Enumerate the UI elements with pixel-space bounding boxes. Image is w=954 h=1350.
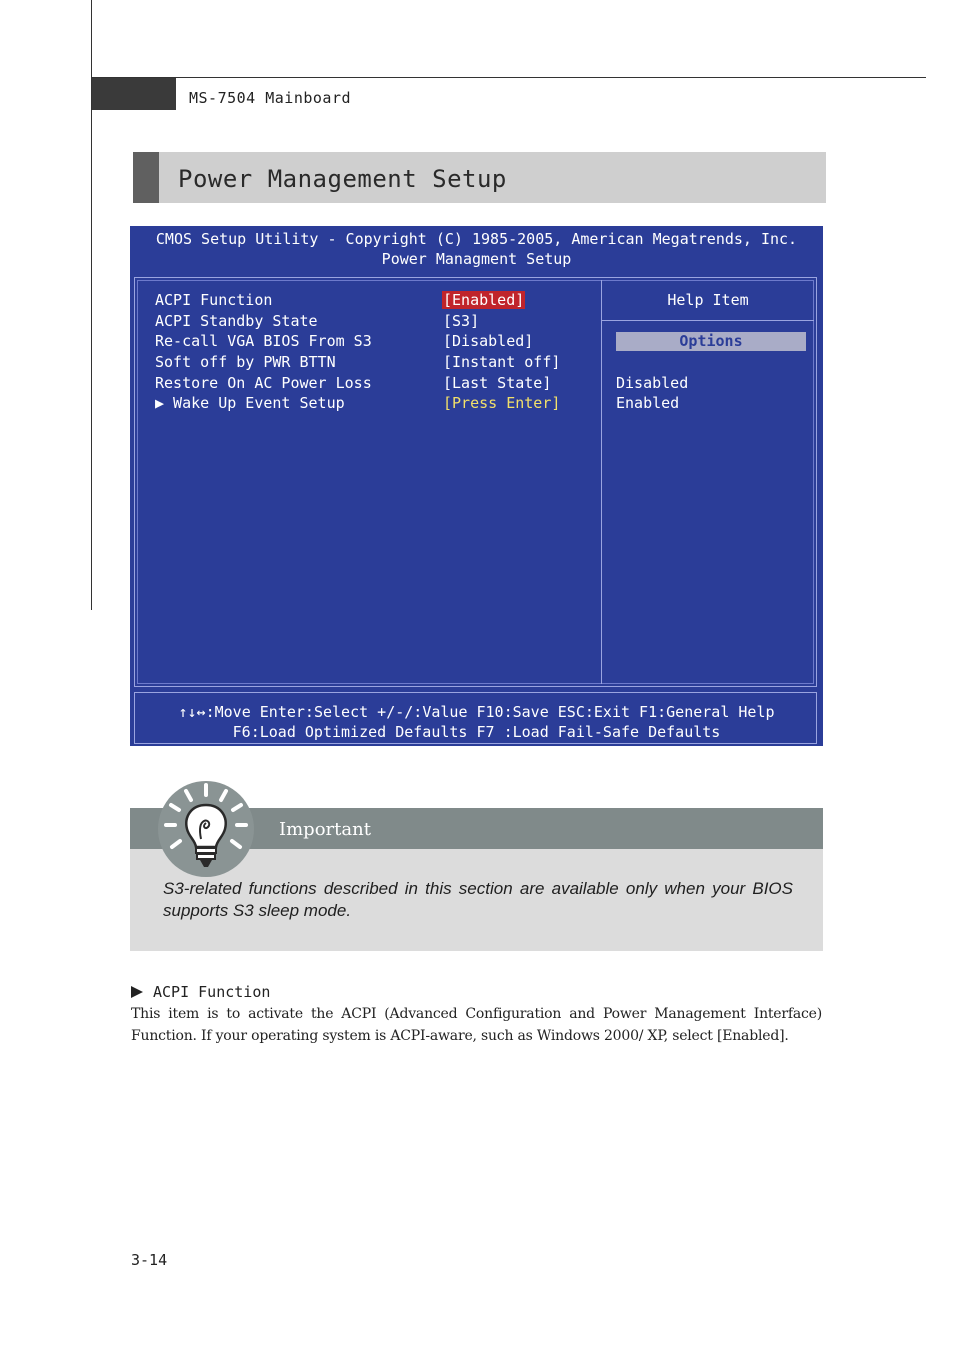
bios-value-acpi-function[interactable]: [Enabled] — [443, 291, 525, 309]
help-option-enabled[interactable]: Enabled — [616, 394, 680, 412]
acpi-function-heading — [131, 983, 270, 1001]
bios-divider — [601, 280, 602, 684]
bios-footer-keys: ↑↓↔:Move Enter:Select +/-/:Value F10:Save ESC:Exit F1:General Help — [178, 703, 775, 721]
bios-item-restore-ac[interactable]: Restore On AC Power Loss — [155, 374, 372, 392]
bios-value-wake-up[interactable]: [Press Enter] — [443, 394, 561, 412]
header-rule — [91, 77, 926, 78]
help-option-disabled[interactable]: Disabled — [616, 374, 689, 392]
help-separator — [602, 320, 814, 321]
help-title: Help Item — [667, 291, 749, 309]
bios-value-soft-off[interactable]: [Instant off] — [443, 353, 561, 371]
acpi-function-heading-text: ACPI Function — [153, 983, 271, 1001]
section-title: Power Management Setup — [178, 165, 507, 193]
bios-item-acpi-standby[interactable]: ACPI Standby State — [155, 312, 318, 330]
bios-screen — [130, 226, 823, 746]
bios-copyright: CMOS Setup Utility - Copyright (C) 1985-2005, American Megatrends, Inc. — [155, 230, 798, 248]
running-header: MS-7504 Mainboard — [189, 89, 352, 107]
page-number: 3-14 — [131, 1251, 168, 1269]
bios-value-recall-vga[interactable]: [Disabled] — [443, 332, 534, 350]
important-text: S3-related functions described in this section are available only when your BIOS supports S3 sleep mode. — [163, 879, 793, 920]
bios-item-recall-vga[interactable]: Re-call VGA BIOS From S3 — [155, 332, 372, 350]
bios-footer-defaults: F6:Load Optimized Defaults F7 :Load Fail-Safe Defaults — [232, 723, 721, 741]
bios-item-acpi-function[interactable]: ACPI Function — [155, 291, 273, 309]
options-label: Options — [679, 332, 743, 350]
bios-value-acpi-standby[interactable]: [S3] — [443, 312, 480, 330]
section-header-accent — [133, 152, 159, 203]
header-block — [92, 78, 176, 110]
acpi-function-body: This item is to activate the ACPI (Advanced Configuration and Power Management Interface) Function. If your operating system is ACPI-aware, such as Windows 2000/ XP, select [Enabled]. — [131, 1006, 822, 1044]
lightbulb-icon — [156, 779, 256, 879]
bios-item-wake-up[interactable]: ▶ Wake Up Event Setup — [155, 394, 345, 412]
bullet-arrow-icon — [131, 986, 143, 998]
bios-value-restore-ac[interactable]: [Last State] — [443, 374, 552, 392]
important-title: Important — [279, 819, 371, 840]
bios-item-soft-off[interactable]: Soft off by PWR BTTN — [155, 353, 336, 371]
bios-subtitle: Power Managment Setup — [381, 250, 572, 268]
